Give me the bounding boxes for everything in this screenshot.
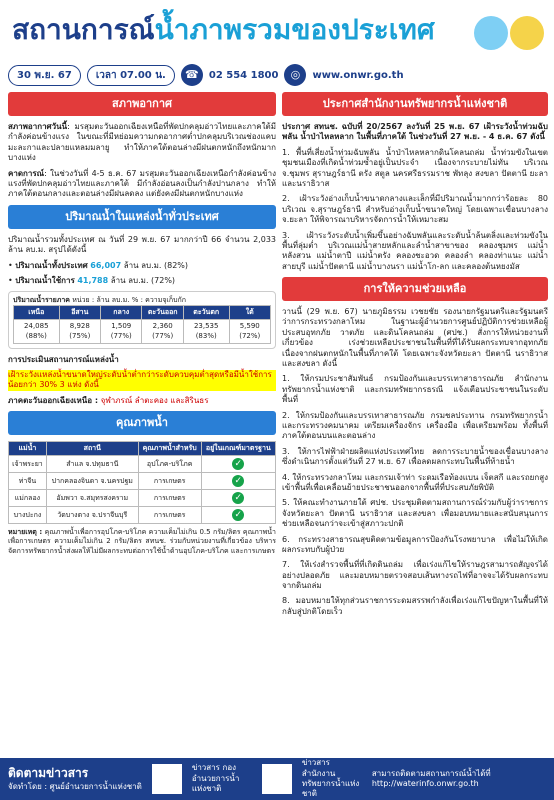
check-icon: ✓	[232, 458, 244, 470]
announcement-heading: ประกาศสำนักงานทรัพยากรน้ำแห่งชาติ	[282, 92, 548, 116]
quality-cell: แม่กลอง	[9, 490, 47, 507]
time-pill: เวลา 07.00 น.	[87, 65, 175, 86]
help-item: 4. ให้กระทรวงกลาโหม และกรมเจ้าท่า ระดมเรือท้องแบน เจ็ตสกี และรถยกสูง เข้าพื้นที่เพื่อเคลื่อนย้ายประชาชนออกจากพื้นที่ที่ประสบภัยพิบัติ	[282, 472, 548, 492]
phone-icon: ☎	[181, 64, 203, 86]
monitor-text: เฝ้าระวังแหล่งน้ำขนาดใหญ่ระดับน้ำต่ำกว่าระดับควบคุมต่ำสุดหรือมีน้ำใช้การน้อยกว่า 30% 3 แห่ง ดังนี้	[8, 370, 276, 391]
east-reservoirs: ภาคตะวันออกเฉียงเหนือ : จุฬาภรณ์ ลำตะคอง และสิรินธร	[8, 395, 209, 405]
table-header-cell: ตะวันออก	[142, 306, 183, 320]
table-header-cell: เหนือ	[14, 306, 60, 320]
quality-header-cell: แม่น้ำ	[9, 442, 47, 456]
table-cell: 24,085 (88%)	[14, 320, 60, 343]
left-column	[8, 92, 276, 561]
announcement-title: ประกาศ สทนช. ฉบับที่ 20/2567 ลงวันที่ 25 พ.ย. 67 เฝ้าระวังน้ำท่วมฉับพลัน น้ำป่าไหลหลาก ในพื้นที่ภาคใต้ ในช่วงวันที่ 27 พ.ย. - 4 ธ.ค. 67 ดังนี้	[282, 122, 548, 142]
quality-cell: ท่าจีน	[9, 473, 47, 490]
quality-cell: เจ้าพระยา	[9, 456, 47, 473]
right-column	[282, 92, 548, 622]
weather-today: สภาพอากาศวันนี้: มรสุมตะวันออกเฉียงเหนือที่พัดปกคลุมอ่าวไทยและภาคใต้มีกำลังค่อนข้างแรง ในขณะที่มีหย่อมความกดอากาศต่ำปกคลุมบริเวณช่องแคบมะละกาและปลายแหลมมลายู ทำให้ภาคใต้ตอนล่างมีฝนตกหนักถึงหนักมากบางแห่ง	[8, 122, 276, 163]
table-header-cell: ใต้	[229, 306, 271, 320]
date-pill: 30 พ.ย. 67	[8, 65, 81, 86]
quality-header-cell: อยู่ในเกณฑ์มาตรฐาน	[201, 442, 275, 456]
announcement-item: 3. เฝ้าระวังระดับน้ำเพิ่มขึ้นอย่างฉับพลันและระดับน้ำล้นตลิ่งและท่วมขังในพื้นที่ลุ่มต่ำ บริเวณแม่น้ำสายหลักและลำน้ำสาขาของ คลองชุมพร แม่น้ำหลังสวน แม่น้ำตาปี แม่น้ำตรัง คลองชะอวด คลองลำ คลองท่าแนะ แม่น้ำสายบุรี แม่น้ำปัตตานี แม่น้ำบางนรา แม่น้ำโก-ลก และคลองต้นหยงมัส	[282, 230, 548, 271]
phone-number[interactable]: 02 554 1800	[208, 69, 279, 81]
quality-cell: บางปะกง	[9, 507, 47, 524]
reservoir-total: • ปริมาณน้ำทั้งประเทศ 66,007 ล้าน ลบ.ม. (82%)	[8, 260, 189, 270]
quality-header-cell: สถานี	[46, 442, 138, 456]
table-cell: 5,590 (72%)	[229, 320, 271, 343]
regional-table-box: ปริมาณน้ำรายภาค หน่วย : ล้าน ลบ.ม. % : ความจุเก็บกัก เหนือ อีสาน กลาง ตะวันออก ตะวันตก ใต้ 24,085 (88%) 8,928 (75%) 1,509 (77%) 2,360 (77%) 23,535 (83%) 5,590 (72%)	[8, 291, 276, 348]
weather-forecast: คาดการณ์: ในช่วงวันที่ 4-5 ธ.ค. 67 มรสุมตะวันออกเฉียงเหนือกำลังค่อนข้างแรงที่พัดปกคลุมอ่าวไทยและภาคใต้ มีกำลังอ่อนลงเป็นกำลังปานกลาง ทำให้ภาคใต้ตอนกลางและตอนล่างมีฝนลดลง แต่ยังคงมีฝนตกหนักบางแห่ง	[8, 168, 276, 199]
quality-cell: วัดบางตาง จ.ปราจีนบุรี	[46, 507, 138, 524]
help-item: 3. ให้การไฟฟ้าฝ่ายผลิตแห่งประเทศไทย ลดการระบายน้ำของเขื่อนบางลาง ซึ่งดำเนินการตั้งแต่วันที่ 27 พ.ย. 67 เพื่อลดผลกระทบในพื้นที่ท้ายน้ำ	[282, 446, 548, 467]
reservoir-intro: ปริมาณน้ำรวมทั้งประเทศ ณ วันที่ 29 พ.ย. 67 มากกว่าปี 66 จำนวน 2,033 ล้าน ลบ.ม. สรุปได้ดังนี้	[8, 234, 276, 255]
help-item: 6. กระทรวงสาธารณสุขติดตามข้อมูลการป้องกันโรงพยาบาล เพื่อไม่ให้เกิดผลกระทบกับผู้ป่วย	[282, 534, 548, 554]
help-intro: วานนี้ (29 พ.ย. 67) นายภูมิธรรม เวชยชัย รองนายกรัฐมนตรีและรัฐมนตรีว่าการกระทรวงกลาโหม ในฐานะผู้อำนวยการศูนย์ปฏิบัติการช่วยเหลือผู้ประสบอุทกภัย วาตภัย และดินโคลนถล่ม (ศปช.) สั่งการให้หน่วยงานที่เกี่ยวข้อง เร่งช่วยเหลือประชาชนในพื้นที่ที่ได้รับผลกระทบจากอุทกภัย เนื่องจากฝนตกหนักในพื้นที่ภาคใต้ โดยเฉพาะจังหวัดยะลา ปัตตานี นราธิวาส และสงขลา ดังนี้	[282, 307, 548, 369]
help-item: 1. ให้กรมประชาสัมพันธ์ กรมป้องกันและบรรเทาสาธารณภัย สำนักงานทรัพยากรน้ำแห่งชาติ และกรมทรัพยากรธรณี แจ้งเตือนประชาชนในระดับพื้นที่	[282, 374, 548, 405]
table-cell: 2,360 (77%)	[142, 320, 183, 343]
reservoir-heading: ปริมาณน้ำในแหล่งน้ำทั่วประเทศ	[8, 205, 276, 229]
quality-cell: ปากคลองจินดา จ.นครปฐม	[46, 473, 138, 490]
quality-cell: การเกษตร	[138, 473, 201, 490]
table-cell: 1,509 (77%)	[101, 320, 142, 343]
table-header-cell: อีสาน	[59, 306, 100, 320]
check-icon: ✓	[232, 492, 244, 504]
table-header-cell: กลาง	[101, 306, 142, 320]
quality-table	[8, 441, 276, 524]
quality-heading: คุณภาพน้ำ	[8, 411, 276, 435]
quality-row	[9, 456, 276, 473]
quality-cell: อุปโภค-บริโภค	[138, 456, 201, 473]
website-link[interactable]: www.onwr.go.th	[312, 69, 404, 81]
header	[0, 0, 554, 60]
quality-cell: สำแล จ.ปทุมธานี	[46, 456, 138, 473]
table-cell: 23,535 (83%)	[183, 320, 229, 343]
table-header-cell: ตะวันตก	[183, 306, 229, 320]
help-heading: การให้ความช่วยเหลือ	[282, 277, 548, 301]
help-item: 8. มอบหมายให้ทุกส่วนราชการระดมสรรพกำลังเพื่อเร่งแก้ไขปัญหาในพื้นที่ให้กลับสู่ปกติโดยเร็ว	[282, 596, 548, 616]
quality-row	[9, 507, 276, 524]
qr-code-2[interactable]	[262, 764, 292, 794]
help-item: 2. ให้กรมป้องกันและบรรเทาสาธารณภัย กรมชลประทาน กรมทรัพยากรน้ำ และกระทรวงคมนาคม เตรียมเครื่องจักร เครื่องมือ เพื่อเตรียมพร้อม ทั้งพื้นที่ภาคใต้ตอนบนและตอนล่าง	[282, 410, 548, 441]
quality-cell: การเกษตร	[138, 490, 201, 507]
help-item: 7. ให้เร่งสำรวจพื้นที่ที่เกิดดินถล่ม เพื่อเร่งแก้ไขให้ราษฎรสามารถสัญจรได้อย่างปลอดภัย และมอบหมายตรวจสอบเส้นทางรถไฟที่อาจจะได้รับผลกระทบจากดินถล่ม	[282, 560, 548, 591]
regional-table	[13, 305, 271, 343]
announcement-item: 1. พื้นที่เสี่ยงน้ำท่วมฉับพลัน น้ำป่าไหลหลากดินโคลนถล่ม น้ำท่วมขังในเขตชุมชนเมืองที่เกิดน้ำท่วมซ้ำอยู่เป็นประจำ เนื่องจากระบายไม่ทัน บริเวณ จ.ชุมพร สุราษฎร์ธานี ตรัง สตูล นครศรีธรรมราช พัทลุง สงขลา ปัตตานี ยะลา และนราธิวาส	[282, 147, 548, 188]
nwc-logo	[510, 16, 544, 50]
quality-note: หมายเหตุ : คุณภาพน้ำเพื่อการอุปโภค-บริโภค ความเค็มไม่เกิน 0.5 กรัม/ลิตร คุณภาพน้ำเพื่อการเกษตร ความเค็มไม่เกิน 2 กรัม/ลิตร สทนช. ร่วมกับหน่วยงานที่เกี่ยวข้อง บริหารจัดการทรัพยากรน้ำส่งผลให้ไม่มีผลกระทบต่อการใช้น้ำด้านอุปโภค-บริโภค และการเกษตร	[8, 528, 276, 555]
waterinfo-link[interactable]: http://waterinfo.onwr.go.th	[371, 779, 479, 788]
help-item: 5. ให้คณะทำงานภายใต้ ศปช. ประชุมติดตามสถานการณ์ร่วมกับผู้ว่าราชการจังหวัดยะลา ปัตตานี นราธิวาส และสงขลา เพื่อมอบหมายและสนับสนุนการช่วยเหลือจนกว่าจะเข้าสู่สภาวะปกติ	[282, 498, 548, 529]
weather-heading: สภาพอากาศ	[8, 92, 276, 116]
table-cell: 8,928 (75%)	[59, 320, 100, 343]
reservoir-usable: • ปริมาณน้ำใช้การ 41,788 ล้าน ลบ.ม. (72%)	[8, 275, 176, 285]
qr-code-1[interactable]	[152, 764, 182, 794]
globe-icon: ◎	[284, 64, 306, 86]
monitor-label: การประเมินสถานการณ์แหล่งน้ำ	[8, 354, 119, 364]
check-icon: ✓	[232, 509, 244, 521]
onwr-logo	[474, 16, 508, 50]
quality-row	[9, 473, 276, 490]
quality-header-cell: คุณภาพน้ำสำหรับ	[138, 442, 201, 456]
quality-row	[9, 490, 276, 507]
announcement-item: 2. เฝ้าระวังอ่างเก็บน้ำขนาดกลางและเล็กที่มีปริมาณน้ำมากกว่าร้อยละ 80 บริเวณ จ.สุราษฎร์ธานี สำหรับอ่างเก็บน้ำขนาดใหญ่ โดยเฉพาะเขื่อนบางลาง จ.ยะลา ให้พิจารณาบริหารจัดการน้ำให้เหมาะสม	[282, 194, 548, 225]
quality-cell: การเกษตร	[138, 507, 201, 524]
footer: ติดตามข่าวสาร จัดทำโดย : ศูนย์อำนวยการน้ำแห่งชาติ ข่าวสาร กองอำนวยการน้ำแห่งชาติ ข่าวสาร สำนักงานทรัพยากรน้ำแห่งชาติ สามารถติดตามสถานการณ์น้ำได้ที่ http://waterinfo.onwr.go.th	[0, 758, 554, 800]
info-bar	[8, 64, 404, 86]
check-icon: ✓	[232, 475, 244, 487]
quality-cell: อัมพวา จ.สมุทรสงคราม	[46, 490, 138, 507]
page-title: สถานการณ์น้ำภาพรวมของประเทศ	[12, 13, 435, 46]
